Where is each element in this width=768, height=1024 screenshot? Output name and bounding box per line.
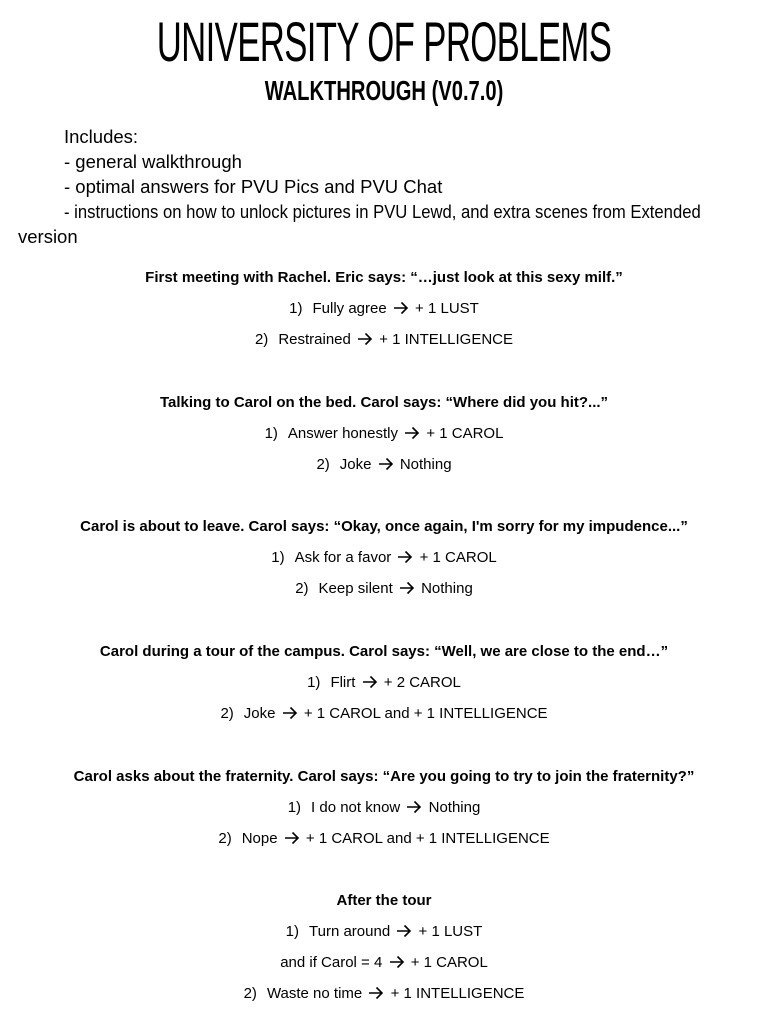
option-result: + 1 CAROL and + 1 INTELLIGENCE	[305, 830, 550, 847]
arrow-right-icon	[393, 301, 409, 315]
option-number: 2)	[218, 830, 232, 847]
choice-section	[0, 891, 768, 1004]
option-result: + 1 LUST	[418, 923, 483, 940]
arrow-right-icon	[404, 426, 420, 440]
choice-section	[0, 767, 768, 849]
option-result: + 1 CAROL	[410, 954, 488, 971]
option-number: 2)	[295, 580, 309, 597]
option-number: 1)	[289, 300, 303, 317]
includes-label: Includes:	[64, 126, 139, 147]
choice-section	[0, 642, 768, 724]
option-line	[0, 984, 768, 1004]
option-choice: Joke	[339, 456, 372, 473]
arrow-right-icon	[362, 675, 378, 689]
includes-item: - optimal answers for PVU Pics and PVU Chat	[64, 176, 443, 197]
option-result: + 1 CAROL and + 1 INTELLIGENCE	[303, 705, 548, 722]
document-subtitle: WALKTHROUGH (V0.7.0)	[264, 75, 504, 106]
section-heading: Talking to Carol on the bed. Carol says: “Where did you hit?...”	[159, 394, 609, 411]
section-heading: After the tour	[336, 892, 432, 909]
section-heading: Carol during a tour of the campus. Carol says: “Well, we are close to the end…”	[99, 643, 669, 660]
document-title: UNIVERSITY OF PROBLEMS	[156, 10, 612, 73]
option-number: 1)	[287, 799, 302, 816]
option-result: + 1 INTELLIGENCE	[390, 985, 525, 1002]
includes-item: - instructions on how to unlock pictures in PVU Lewd, and extra scenes from Extended	[64, 201, 701, 222]
option-result: Nothing	[428, 799, 481, 816]
option-result: Nothing	[399, 456, 452, 473]
option-choice: Flirt	[330, 674, 356, 691]
option-line	[0, 330, 768, 350]
option-number: 2)	[220, 705, 234, 722]
option-number: 1)	[307, 674, 321, 691]
choice-section	[0, 517, 768, 599]
option-result: Nothing	[421, 580, 473, 597]
section-heading: Carol asks about the fraternity. Carol says: “Are you going to try to join the fraternity?”	[73, 768, 695, 785]
option-line	[0, 424, 768, 444]
arrow-right-icon	[378, 457, 394, 471]
option-line	[0, 579, 768, 599]
option-choice: Fully agree	[312, 300, 387, 317]
choice-section	[0, 393, 768, 475]
option-line	[0, 829, 768, 849]
arrow-right-icon	[284, 831, 300, 845]
option-line	[0, 953, 768, 973]
arrow-right-icon	[389, 955, 405, 969]
option-choice: Joke	[243, 705, 276, 722]
option-choice: Ask for a favor	[294, 549, 392, 566]
option-result: + 1 CAROL	[426, 425, 504, 442]
section-heading: Carol is about to leave. Carol says: “Okay, once again, I'm sorry for my impudence...”	[80, 518, 688, 535]
option-line	[0, 922, 768, 942]
option-number: 1)	[264, 425, 278, 442]
option-choice: Restrained	[278, 331, 351, 348]
arrow-right-icon	[282, 706, 298, 720]
option-number: 2)	[254, 331, 269, 348]
includes-list	[18, 124, 758, 249]
option-choice: Turn around	[309, 923, 391, 940]
arrow-right-icon	[397, 550, 413, 564]
option-line	[0, 798, 768, 818]
option-choice: Waste no time	[266, 985, 363, 1002]
option-line	[0, 548, 768, 568]
arrow-right-icon	[399, 581, 415, 595]
arrow-right-icon	[357, 332, 373, 346]
option-number: 1)	[285, 923, 300, 940]
option-number: 2)	[243, 985, 257, 1002]
option-line	[0, 455, 768, 475]
option-choice: I do not know	[311, 799, 401, 816]
includes-item-wrap: version	[18, 226, 78, 247]
option-number: 1)	[271, 549, 285, 566]
arrow-right-icon	[406, 800, 422, 814]
option-number: 2)	[316, 456, 330, 473]
choice-section	[0, 268, 768, 350]
option-choice: Nope	[241, 830, 278, 847]
option-choice: Answer honestly	[287, 425, 398, 442]
option-line	[0, 673, 768, 693]
includes-item: - general walkthrough	[64, 151, 242, 172]
option-line	[0, 299, 768, 319]
option-choice: and if Carol = 4	[280, 954, 383, 971]
option-result: + 2 CAROL	[383, 674, 461, 691]
option-result: + 1 INTELLIGENCE	[379, 331, 514, 348]
option-line	[0, 704, 768, 724]
section-heading: First meeting with Rachel. Eric says: “…just look at this sexy milf.”	[145, 269, 623, 286]
option-result: + 1 LUST	[415, 300, 479, 317]
option-result: + 1 CAROL	[419, 549, 497, 566]
arrow-right-icon	[396, 924, 412, 938]
option-choice: Keep silent	[318, 580, 393, 597]
arrow-right-icon	[368, 986, 384, 1000]
